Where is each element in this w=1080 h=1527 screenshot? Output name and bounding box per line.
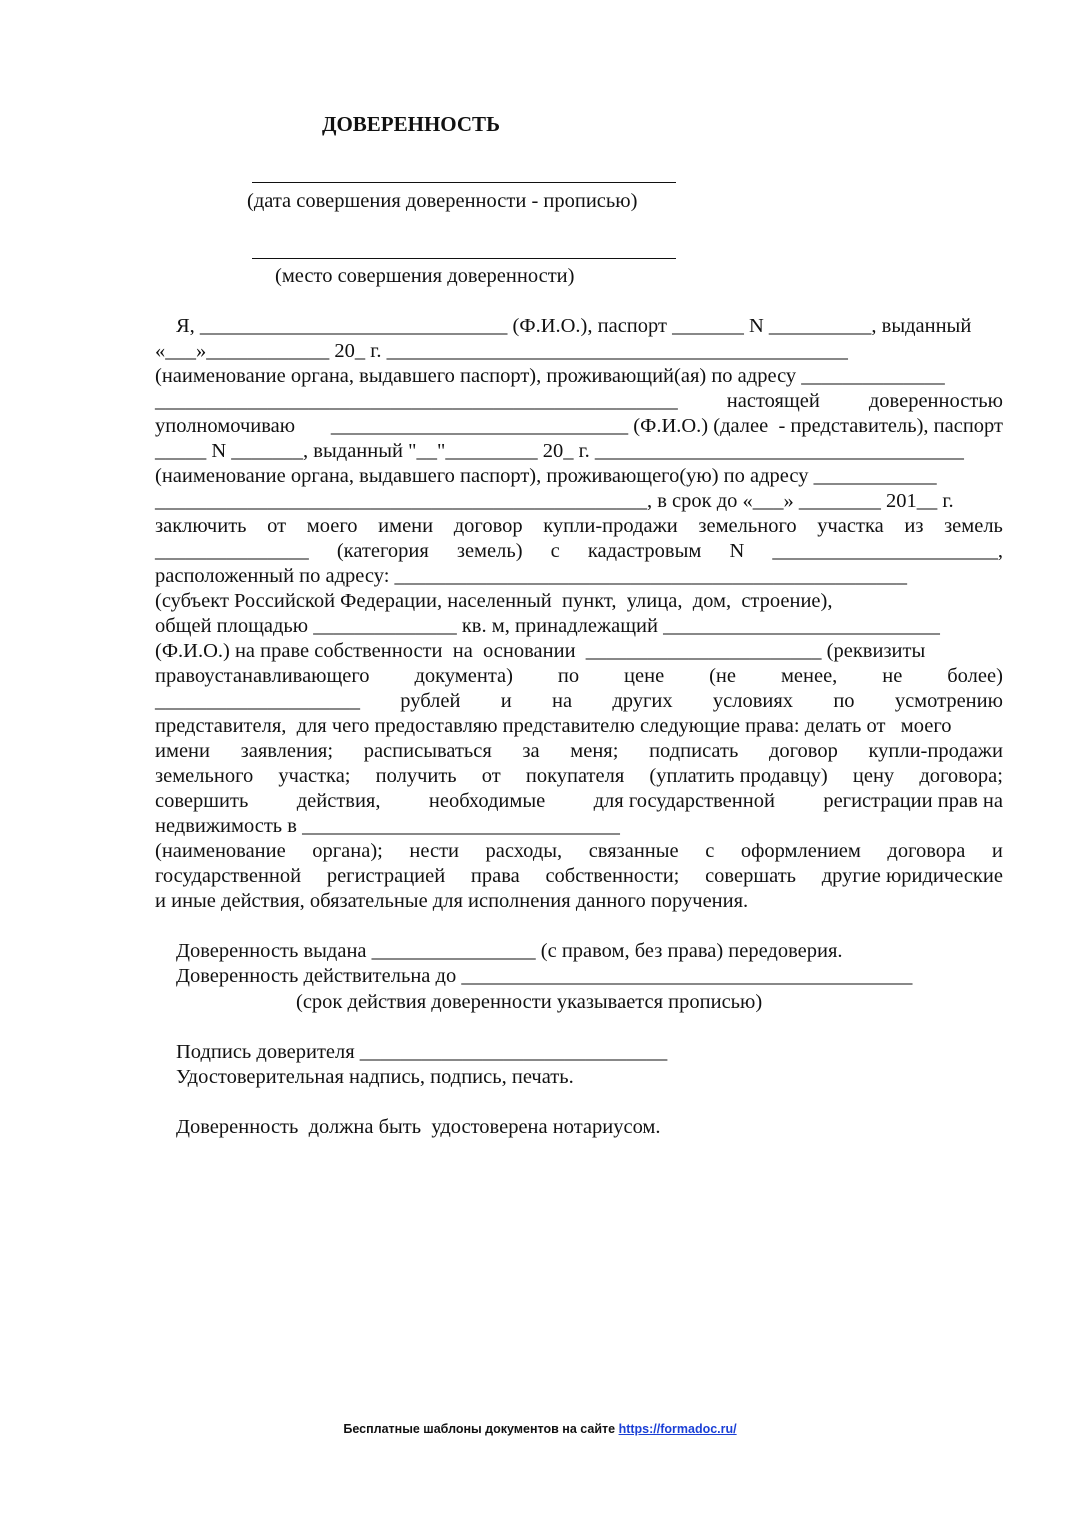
- body-line-segment: участка: [817, 515, 884, 537]
- body-line-segment: оформлением: [740, 840, 861, 862]
- body-line: [155, 539, 1003, 563]
- body-line-segment: более): [947, 665, 1003, 687]
- body-line-segment: земель): [456, 540, 523, 562]
- body-line: [155, 614, 940, 638]
- body-line-segment: документа): [414, 665, 513, 687]
- document-title: ДОВЕРЕННОСТЬ: [322, 112, 500, 136]
- body-line-segment: совершать: [705, 865, 796, 887]
- body-line-segment: (категория: [336, 540, 429, 562]
- body-line-segment: (наименование органа, выдавшего паспорт), проживающего(ую) по адресу ____________: [155, 465, 937, 487]
- body-line-segment: купли-продажи: [543, 515, 678, 537]
- notary-note: Доверенность должна быть удостоверена нотариусом.: [176, 1116, 661, 1138]
- body-line-segment: договора;: [919, 765, 1003, 787]
- body-line-segment: земель: [944, 515, 1003, 537]
- body-line-segment: _____________________________ (Ф.И.О.) (далее - представитель), паспорт: [330, 415, 1003, 437]
- body-line: [155, 789, 1003, 813]
- body-line: [155, 764, 1003, 788]
- body-line-segment: (не: [709, 665, 737, 687]
- body-line-segment: с: [705, 840, 715, 862]
- body-line-segment: доверенностью: [868, 390, 1003, 412]
- body-line: [155, 339, 848, 363]
- body-line-segment: по: [557, 665, 580, 687]
- body-line: [155, 414, 1003, 438]
- body-line-segment: другие юридические: [821, 865, 1003, 887]
- body-line-segment: ______________________,: [772, 540, 1003, 562]
- body-line-segment: настоящей: [726, 390, 820, 412]
- body-line-segment: ___________________________________________________: [155, 390, 678, 412]
- body-line-segment: действия,: [296, 790, 381, 812]
- date-caption: (дата совершения доверенности - прописью): [247, 190, 638, 212]
- body-line-segment: (уплатить продавцу): [649, 765, 828, 787]
- body-line-segment: договора: [887, 840, 966, 862]
- body-line: [155, 489, 954, 513]
- body-line-segment: купли-продажи: [868, 740, 1003, 762]
- body-line: [155, 739, 1003, 763]
- body-line-segment: по: [833, 690, 855, 712]
- body-line-segment: покупателя: [525, 765, 625, 787]
- body-line-segment: договор: [453, 515, 523, 537]
- body-line: [155, 589, 832, 613]
- body-line-segment: регистрации прав на: [823, 790, 1003, 812]
- body-line-segment: цену: [852, 765, 895, 787]
- body-line-segment: условиях: [712, 690, 794, 712]
- body-line-segment: моего: [306, 515, 358, 537]
- body-line-segment: (Ф.И.О.) на праве собственности на основании _______________________ (реквизиты: [155, 640, 926, 662]
- body-line-segment: правоустанавливающего: [155, 665, 370, 687]
- footer: [0, 1422, 1080, 1436]
- body-line-segment: менее,: [780, 665, 838, 687]
- body-line-segment: «___»____________ 20_ г. _____________________________________________: [155, 340, 848, 362]
- issued-line: Доверенность выдана ________________ (с правом, без права) передоверия.: [176, 940, 843, 962]
- body-line-segment: и: [991, 840, 1003, 862]
- body-line: [155, 439, 964, 463]
- body-line-segment: _____ N _______, выданный "__"_________ 20_ г. ____________________________________: [155, 440, 964, 462]
- body-line: [155, 864, 1003, 888]
- body-line-segment: уполномочиваю: [155, 415, 296, 437]
- body-line-segment: (субъект Российской Федерации, населенный пункт, улица, дом, строение),: [155, 590, 833, 612]
- body-line-segment: и иные действия, обязательные для исполнения данного поручения.: [155, 890, 749, 912]
- body-line-segment: собственности;: [545, 865, 680, 887]
- footer-text: Бесплатные шаблоны документов на сайте: [343, 1422, 619, 1436]
- body-line-segment: кадастровым: [587, 540, 702, 562]
- body-line-segment: нести: [409, 840, 459, 862]
- body-line: [155, 889, 748, 913]
- body-line-segment: получить: [375, 765, 457, 787]
- body-line-segment: договор: [768, 740, 838, 762]
- body-line-segment: заключить: [155, 515, 247, 537]
- body-line-segment: усмотрению: [894, 690, 1003, 712]
- body-line-segment: ____________________: [155, 690, 360, 712]
- body-line-segment: связанные: [588, 840, 679, 862]
- body-line: [155, 664, 1003, 688]
- body-line-segment: ________________________________________________, в срок до «___» ________ 201__ г.: [155, 490, 954, 512]
- body-line-segment: участка;: [278, 765, 351, 787]
- body-line-segment: расположенный по адресу: __________________________________________________: [155, 565, 908, 587]
- body-line-segment: имени: [155, 740, 210, 762]
- body-line-segment: совершить: [155, 790, 249, 812]
- body-line-segment: N: [729, 540, 745, 562]
- body-line: [155, 389, 1003, 413]
- body-line-segment: подписать: [649, 740, 739, 762]
- body-line: [176, 314, 971, 338]
- body-line-segment: от: [481, 765, 501, 787]
- body-line: [155, 839, 1003, 863]
- place-blank-line: [252, 258, 676, 259]
- certification-line: Удостоверительная надпись, подпись, печать.: [176, 1066, 574, 1088]
- body-line-segment: (наименование органа, выдавшего паспорт), проживающий(ая) по адресу ______________: [155, 365, 945, 387]
- place-caption: (место совершения доверенности): [275, 265, 575, 287]
- body-line-segment: на: [551, 690, 573, 712]
- body-line-segment: земельного: [155, 765, 254, 787]
- body-line-segment: с: [550, 540, 560, 562]
- body-line-segment: расходы,: [485, 840, 563, 862]
- body-line-segment: расписываться: [363, 740, 492, 762]
- body-line-segment: других: [612, 690, 673, 712]
- body-line-segment: цене: [624, 665, 665, 687]
- body-line-segment: меня;: [570, 740, 619, 762]
- body-line: [155, 364, 945, 388]
- body-line-segment: права: [470, 865, 520, 887]
- body-line: [155, 714, 952, 738]
- body-line-segment: (наименование: [155, 840, 286, 862]
- body-line-segment: регистрацией: [326, 865, 446, 887]
- body-line-segment: органа);: [312, 840, 383, 862]
- body-line-segment: из: [904, 515, 924, 537]
- body-line-segment: общей площадью ______________ кв. м, принадлежащий ___________________________: [155, 615, 940, 637]
- body-line-segment: за: [522, 740, 540, 762]
- body-line-segment: для государственной: [593, 790, 775, 812]
- body-line-segment: представителя, для чего предоставляю представителю следующие права: делать от моего: [155, 715, 952, 737]
- body-line-segment: _______________: [155, 540, 309, 562]
- body-line: [155, 814, 620, 838]
- body-line-segment: государственной: [155, 865, 302, 887]
- body-line-segment: необходимые: [428, 790, 546, 812]
- body-line-segment: Я, ______________________________ (Ф.И.О.), паспорт _______ N __________, выданный: [176, 315, 972, 337]
- body-line-segment: не: [882, 665, 903, 687]
- body-line-segment: рублей: [400, 690, 461, 712]
- body-line: [155, 689, 1003, 713]
- valid-caption: (срок действия доверенности указывается прописью): [296, 991, 763, 1013]
- body-line-segment: от: [267, 515, 287, 537]
- body-line-segment: и: [500, 690, 512, 712]
- body-line-segment: заявления;: [240, 740, 334, 762]
- body-line-segment: имени: [378, 515, 434, 537]
- signature-line: Подпись доверителя ______________________________: [176, 1041, 668, 1063]
- body-line: [155, 564, 907, 588]
- valid-until-line: Доверенность действительна до ____________________________________________: [176, 965, 913, 987]
- footer-link[interactable]: https://formadoc.ru/: [618, 1422, 737, 1436]
- body-line-segment: недвижимость в _______________________________: [155, 815, 620, 837]
- date-blank-line: [252, 182, 676, 183]
- body-line: [155, 514, 1003, 538]
- body-line: [155, 464, 937, 488]
- body-line-segment: земельного: [698, 515, 797, 537]
- body-line: [155, 639, 925, 663]
